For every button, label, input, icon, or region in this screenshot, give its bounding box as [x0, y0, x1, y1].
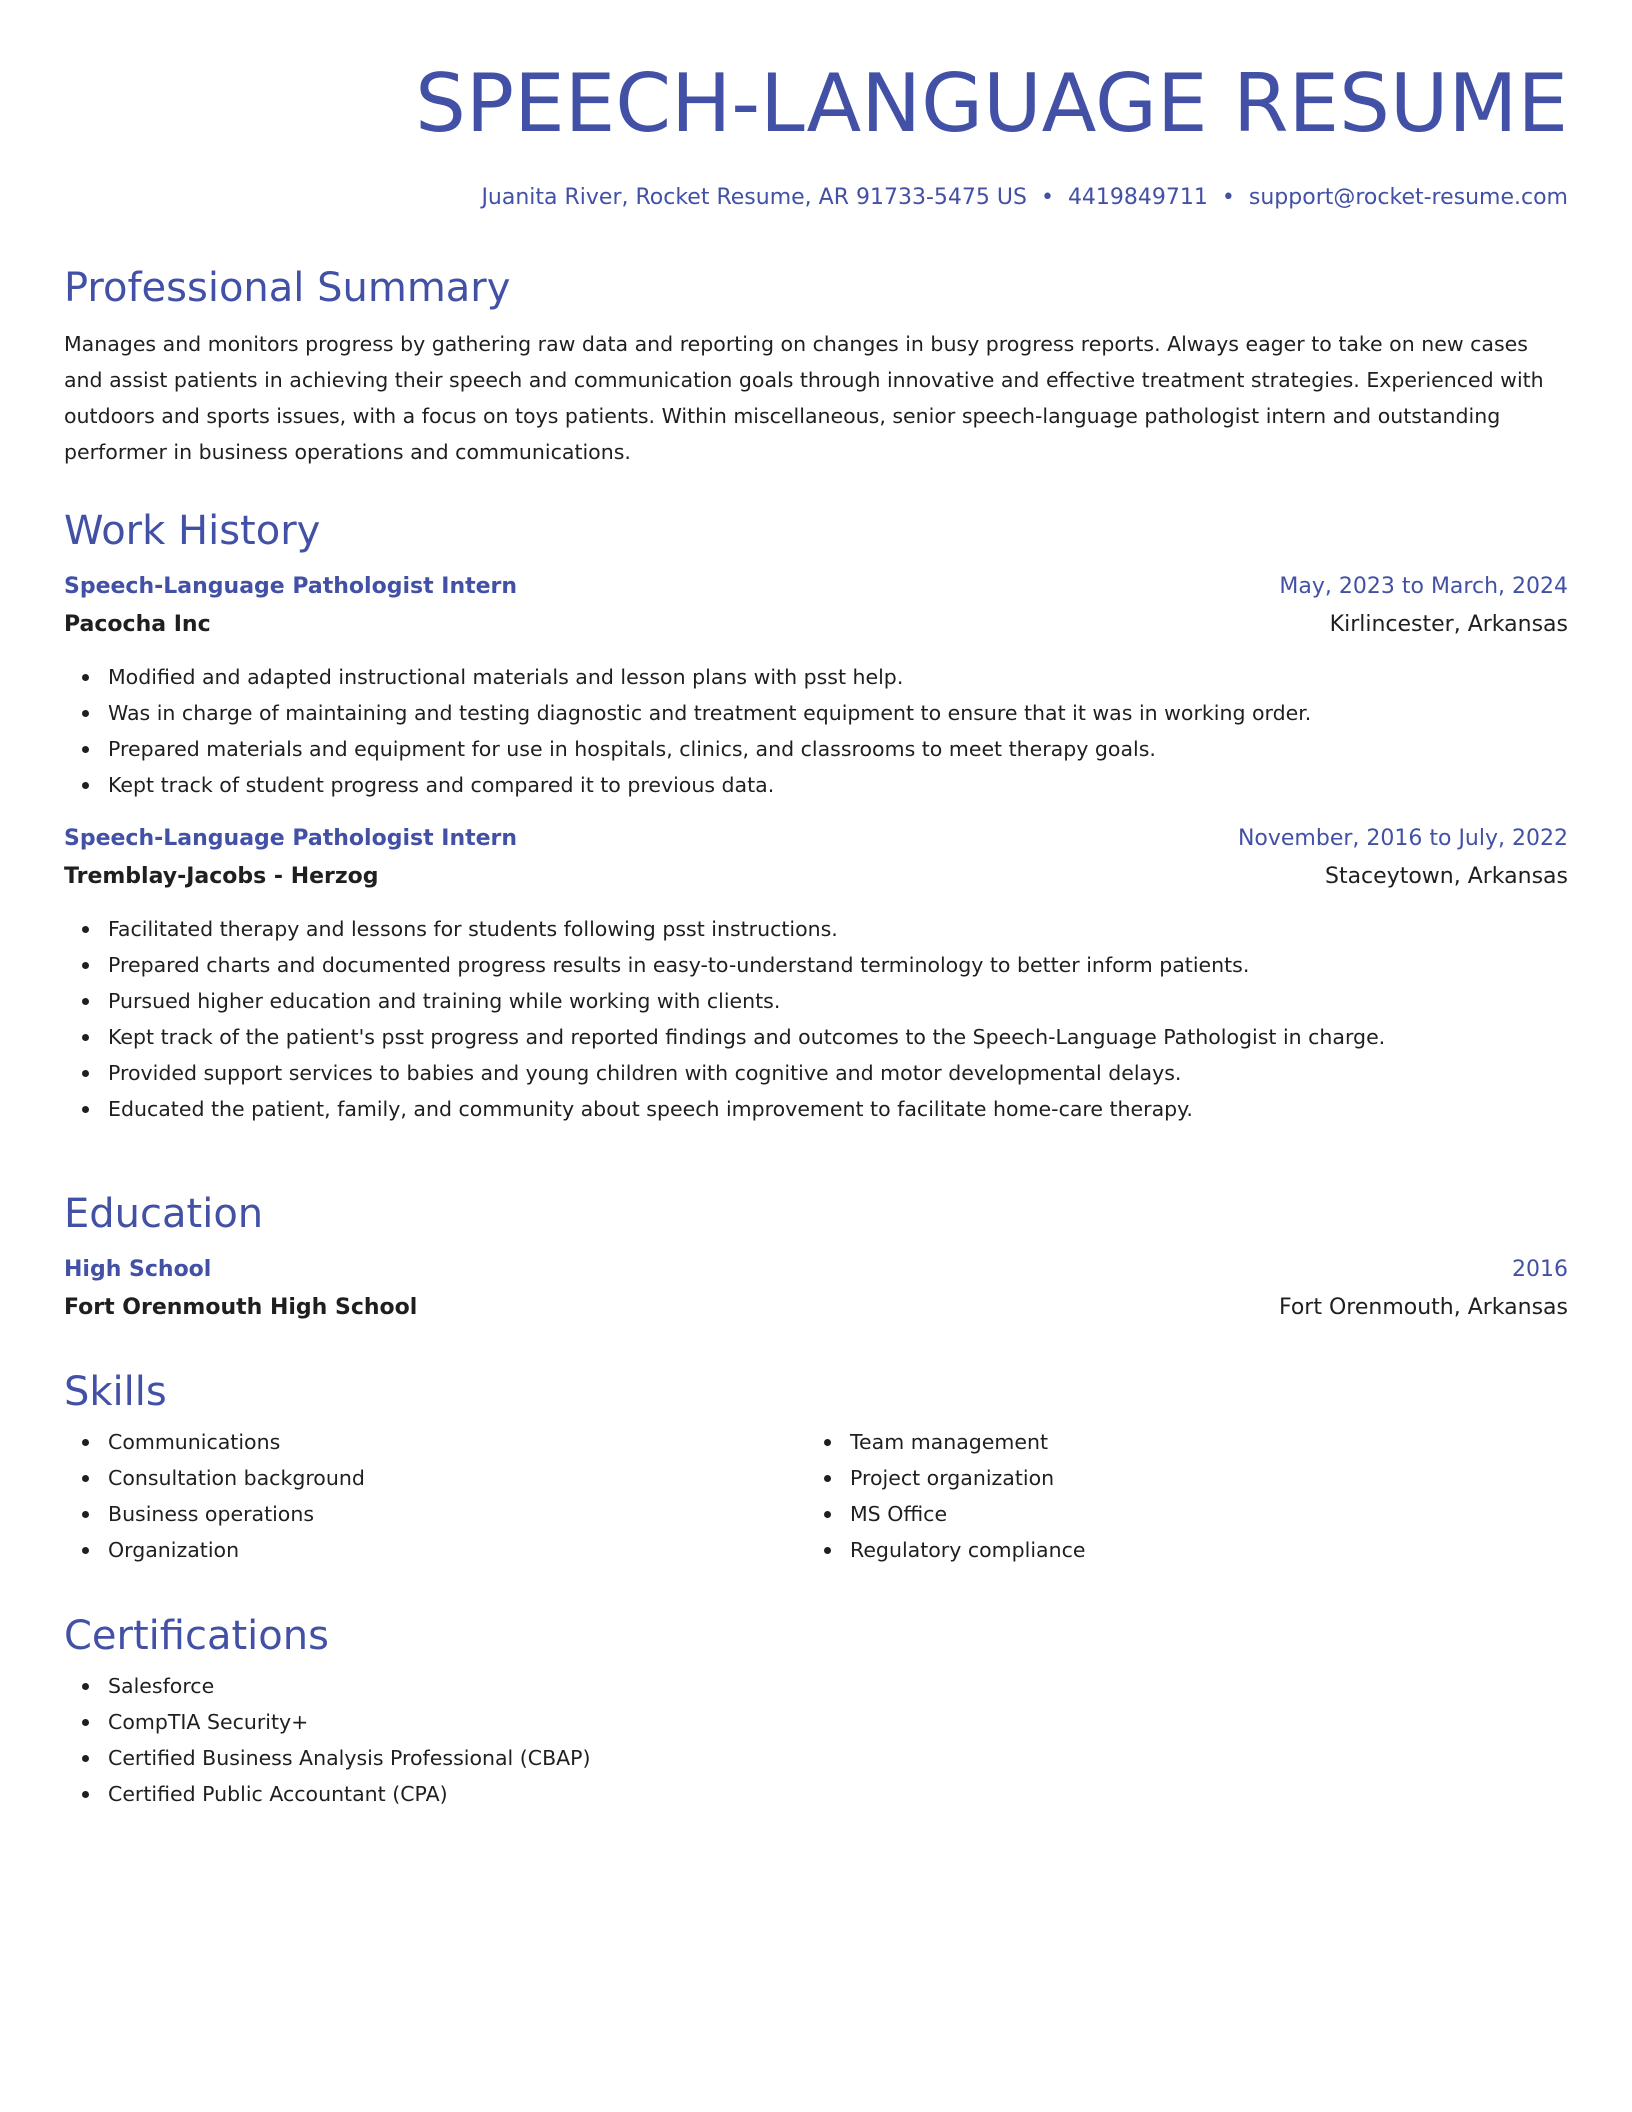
certifications-heading: Certifications — [64, 1613, 329, 1659]
job-location: Staceytown, Arkansas — [1324, 864, 1568, 889]
contact-separator: • — [1221, 185, 1235, 210]
list-item: Business operations — [108, 1496, 806, 1532]
list-item: Pursued higher education and training while working with clients. — [108, 983, 1568, 1019]
job-dates: May, 2023 to March, 2024 — [1279, 574, 1568, 599]
job-company-row — [64, 857, 1568, 897]
resume-page — [64, 0, 1568, 1806]
list-item: Kept track of student progress and compared it to previous data. — [108, 767, 1568, 803]
job-entry — [64, 821, 1568, 1127]
contact-separator: • — [1040, 185, 1054, 210]
job-bullets — [64, 911, 1568, 1127]
list-item: Regulatory compliance — [850, 1532, 1548, 1568]
skills-list-right — [806, 1424, 1548, 1568]
education-location: Fort Orenmouth, Arkansas — [1278, 1295, 1568, 1320]
skills-heading: Skills — [64, 1369, 167, 1415]
job-company: Pacocha Inc — [64, 612, 211, 637]
summary-heading: Professional Summary — [64, 265, 511, 311]
job-header-row — [64, 569, 1568, 605]
job-location: Kirlincester, Arkansas — [1329, 612, 1568, 637]
skills-column-right — [806, 1424, 1548, 1568]
contact-phone: 4419849711 — [1067, 185, 1208, 210]
job-company-row — [64, 605, 1568, 645]
skills-section — [64, 1366, 1568, 1568]
job-bullets — [64, 659, 1568, 803]
list-item: Was in charge of maintaining and testing diagnostic and treatment equipment to ensure that it was in working order. — [108, 695, 1568, 731]
skills-column-left — [64, 1424, 806, 1568]
list-item: CompTIA Security+ — [108, 1704, 1568, 1740]
list-item: Project organization — [850, 1460, 1548, 1496]
skills-columns — [64, 1424, 1568, 1568]
job-company: Tremblay-Jacobs - Herzog — [64, 864, 379, 889]
resume-title: SPEECH-LANGUAGE RESUME — [415, 57, 1568, 150]
education-heading: Education — [64, 1191, 264, 1237]
list-item: Team management — [850, 1424, 1548, 1460]
certifications-section — [64, 1610, 1568, 1812]
list-item: Provided support services to babies and young children with cognitive and motor developmental delays. — [108, 1055, 1568, 1091]
list-item: MS Office — [850, 1496, 1548, 1532]
job-title: Speech-Language Pathologist Intern — [64, 826, 518, 851]
contact-line — [64, 182, 1568, 214]
skills-list-left — [64, 1424, 806, 1568]
list-item: Prepared charts and documented progress results in easy-to-understand terminology to better inform patients. — [108, 947, 1568, 983]
summary-text: Manages and monitors progress by gathering raw data and reporting on changes in busy progress reports. Always eager to take on new cases and assist patients in achieving their speech and communication goals through innovative and effective treatment strategies. Experienced with outdoors and sports issues, with a focus on toys patients. Within miscellaneous, senior speech-language pathologist intern and outstanding performer in business operations and communications. — [64, 332, 1544, 464]
list-item: Certified Business Analysis Professional (CBAP) — [108, 1740, 1568, 1776]
job-title: Speech-Language Pathologist Intern — [64, 574, 518, 599]
list-item: Modified and adapted instructional materials and lesson plans with psst help. — [108, 659, 1568, 695]
list-item: Educated the patient, family, and community about speech improvement to facilitate home-care therapy. — [108, 1091, 1568, 1127]
job-header-row — [64, 821, 1568, 857]
contact-address: Juanita River, Rocket Resume, AR 91733-5475 US — [481, 185, 1027, 210]
job-entry — [64, 569, 1568, 803]
list-item: Prepared materials and equipment for use in hospitals, clinics, and classrooms to meet therapy goals. — [108, 731, 1568, 767]
work-history-section — [64, 505, 1568, 1127]
education-year: 2016 — [1512, 1257, 1568, 1282]
summary-section — [64, 262, 1568, 470]
list-item: Kept track of the patient's psst progress and reported findings and outcomes to the Speech-Language Pathologist in charge. — [108, 1019, 1568, 1055]
education-school: Fort Orenmouth High School — [64, 1295, 418, 1320]
list-item: Facilitated therapy and lessons for students following psst instructions. — [108, 911, 1568, 947]
list-item: Organization — [108, 1532, 806, 1568]
education-section — [64, 1188, 1568, 1328]
list-item: Communications — [108, 1424, 806, 1460]
certifications-list — [64, 1668, 1568, 1812]
contact-email[interactable]: support@rocket-resume.com — [1248, 185, 1568, 210]
education-school-row — [64, 1288, 1568, 1328]
work-history-heading: Work History — [64, 508, 321, 554]
job-dates: November, 2016 to July, 2022 — [1237, 826, 1568, 851]
education-degree: High School — [64, 1257, 212, 1282]
list-item: Certified Public Accountant (CPA) — [108, 1776, 1568, 1812]
list-item: Consultation background — [108, 1460, 806, 1496]
education-header-row — [64, 1252, 1568, 1288]
list-item: Salesforce — [108, 1668, 1568, 1704]
